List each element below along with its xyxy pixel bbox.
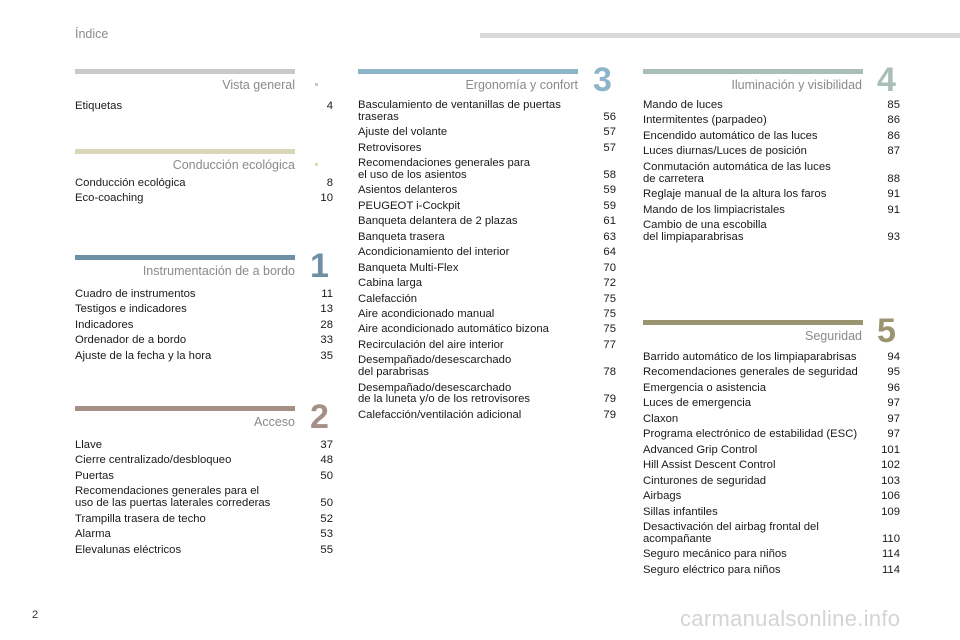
section-title: Vista general (222, 78, 295, 92)
toc-entry-page: 8 (326, 177, 333, 189)
toc-entry-page: 79 (603, 408, 616, 421)
toc-entry-title: Banqueta Multi-Flex (358, 261, 459, 274)
toc-entry[interactable] (643, 189, 900, 201)
toc-entry-page: 37 (320, 439, 333, 451)
toc-entry[interactable] (643, 162, 900, 185)
section-title: Acceso (254, 415, 295, 429)
section-title: Iluminación y visibilidad (731, 78, 862, 92)
toc-entry-title: Calefacción (358, 292, 418, 305)
toc-entry-page: 110 (881, 532, 900, 545)
toc-entry[interactable] (75, 335, 333, 347)
toc-entry-title: Cinturones de seguridad (643, 474, 767, 487)
toc-entries (643, 100, 900, 247)
section-number: 4 (877, 61, 896, 99)
toc-entry-page: 64 (603, 246, 616, 259)
toc-entry-page: 91 (887, 188, 900, 201)
toc-entry[interactable] (643, 445, 900, 457)
section-title: Ergonomía y confort (465, 78, 578, 92)
toc-entries (75, 101, 333, 116)
toc-entry[interactable] (75, 320, 333, 332)
toc-entry[interactable] (358, 309, 616, 321)
toc-entry-title: Trampilla trasera de techo (75, 512, 206, 525)
toc-entry[interactable] (643, 491, 900, 503)
section-color-bar (643, 320, 863, 325)
toc-entry-page: 109 (881, 505, 900, 518)
toc-entry[interactable] (643, 383, 900, 395)
toc-entry-page: 75 (603, 308, 616, 320)
toc-entry-title: Recomendaciones generales para el uso de los asientos (358, 157, 531, 181)
toc-entry-page: 114 (881, 548, 900, 561)
toc-entry-title: Retrovisores (358, 141, 422, 154)
section-seguridad (643, 312, 900, 590)
toc-entry[interactable] (75, 471, 333, 483)
toc-entry-page: 56 (603, 110, 616, 123)
toc-entry[interactable] (643, 429, 900, 441)
toc-entry-page: 13 (320, 303, 333, 316)
toc-entry-page: 93 (887, 230, 900, 243)
toc-entry[interactable] (358, 263, 616, 275)
toc-entry-title: Cuadro de instrumentos (75, 288, 196, 300)
toc-entries (75, 440, 333, 560)
toc-entry[interactable] (358, 185, 616, 197)
toc-entry-title: Conmutación automática de las luces de carretera (643, 160, 831, 185)
toc-entry-title: Desempañado/desescarchado del parabrisas (358, 354, 512, 379)
toc-entry[interactable] (643, 476, 900, 488)
toc-entry-page: 4 (326, 100, 333, 112)
section-color-bar (75, 149, 295, 154)
toc-entry-page: 75 (603, 323, 616, 336)
toc-entry[interactable] (358, 294, 616, 306)
toc-entry-page: 75 (603, 292, 616, 305)
toc-entry[interactable] (358, 158, 616, 181)
toc-entry-page: 87 (887, 145, 900, 158)
toc-entry-title: Recomendaciones generales de seguridad (643, 366, 858, 379)
toc-entry-title: Claxon (643, 412, 679, 425)
toc-entry-title: Acondicionamiento del interior (358, 246, 510, 259)
section-number: 2 (310, 398, 329, 436)
toc-entry-title: Calefacción/ventilación adicional (358, 408, 522, 421)
toc-entry-title: Asientos delanteros (358, 184, 458, 197)
toc-entry[interactable] (75, 529, 333, 541)
section-conduccion-ecologica (75, 149, 333, 229)
toc-entry[interactable] (643, 398, 900, 410)
toc-entry[interactable] (75, 455, 333, 467)
toc-entry-title: Banqueta delantera de 2 plazas (358, 215, 518, 228)
section-vista-general (75, 69, 333, 129)
section-color-bar (75, 69, 295, 74)
section-title: Instrumentación de a bordo (142, 264, 295, 278)
toc-entry-page: 106 (881, 490, 900, 503)
toc-entry-page: 59 (603, 184, 616, 197)
toc-entry-title: Eco-coaching (75, 192, 144, 205)
toc-entry-page: 97 (887, 428, 900, 441)
toc-entry[interactable] (75, 289, 333, 301)
toc-entry-title: Cierre centralizado/desbloqueo (75, 454, 232, 467)
toc-entry-title: Seguro eléctrico para niños (643, 563, 781, 576)
toc-entry[interactable] (643, 549, 900, 561)
toc-entry-page: 33 (320, 334, 333, 347)
section-color-bar (643, 69, 863, 74)
toc-entry[interactable] (358, 100, 616, 123)
toc-entry-page: 94 (887, 351, 900, 363)
toc-entry[interactable] (358, 247, 616, 259)
toc-entry-title: Barrido automático de los limpiaparabrisas (643, 351, 857, 363)
section-number: 1 (310, 247, 329, 285)
header-divider-bar (480, 33, 960, 38)
toc-entry-title: Hill Assist Descent Control (643, 459, 776, 472)
toc-entry[interactable] (358, 340, 616, 352)
toc-entry-title: Aire acondicionado automático bizona (358, 323, 549, 336)
toc-entry-page: 50 (320, 469, 333, 482)
toc-entry-page: 97 (887, 397, 900, 410)
toc-entry-title: Seguro mecánico para niños (643, 548, 787, 561)
watermark-text: carmanualsonline.info (680, 606, 901, 631)
section-color-bar (75, 255, 295, 260)
toc-entry[interactable] (358, 278, 616, 290)
toc-entry-page: 61 (603, 215, 616, 228)
toc-entry-page: 35 (320, 349, 333, 362)
toc-entry-title: Mando de los limpiacristales (643, 203, 785, 216)
toc-entry[interactable] (75, 351, 333, 363)
toc-entry-page: 59 (603, 199, 616, 212)
toc-entry-page: 86 (887, 114, 900, 127)
toc-entry-page: 85 (887, 99, 900, 111)
toc-entry-page: 57 (603, 141, 616, 154)
toc-entry-title: Encendido automático de las luces (643, 129, 818, 142)
toc-entry[interactable] (358, 383, 616, 406)
toc-entry-title: Ajuste del volante (358, 126, 448, 139)
section-title: Conducción ecológica (172, 158, 295, 172)
toc-entry-page: 78 (603, 366, 616, 379)
section-instrumentacion (75, 247, 333, 375)
toc-entry-title: Recirculación del aire interior (358, 338, 504, 351)
toc-entry[interactable] (643, 367, 900, 379)
toc-entry-page: 86 (887, 129, 900, 142)
toc-entry-title: Etiquetas (75, 100, 123, 112)
toc-entry[interactable] (643, 146, 900, 158)
toc-entry-title: Testigos e indicadores (75, 303, 187, 316)
toc-entry-title: Desactivación del airbag frontal del acompañante (643, 521, 819, 545)
toc-entry-title: Sillas infantiles (643, 505, 718, 518)
toc-entry[interactable] (358, 410, 616, 422)
toc-entry-page: 103 (881, 474, 900, 487)
toc-entry-title: Basculamiento de ventanillas de puertas traseras (358, 99, 561, 123)
toc-entry[interactable] (643, 522, 900, 545)
toc-entry-page: 63 (603, 230, 616, 243)
toc-entry[interactable] (358, 232, 616, 244)
toc-entry[interactable] (643, 507, 900, 519)
toc-entry-page: 96 (887, 381, 900, 394)
toc-entry-page: 10 (320, 192, 333, 205)
toc-entry[interactable] (643, 205, 900, 217)
section-iluminacion (643, 61, 900, 259)
toc-entry[interactable] (75, 101, 333, 113)
section-title: Seguridad (805, 329, 862, 343)
toc-entry-page: 97 (887, 412, 900, 425)
toc-entry-page: 48 (320, 454, 333, 467)
toc-entry-title: Advanced Grip Control (643, 443, 758, 456)
toc-entry-title: Aire acondicionado manual (358, 308, 495, 320)
toc-entry[interactable] (643, 460, 900, 472)
toc-entries (358, 100, 616, 425)
page-number: 2 (32, 609, 39, 621)
toc-entry-page: 53 (320, 528, 333, 541)
toc-entry-page: 28 (320, 318, 333, 331)
toc-entry[interactable] (643, 414, 900, 426)
toc-entry-title: Llave (75, 439, 103, 451)
page-header-title: Índice (75, 27, 109, 41)
toc-entry-page: 72 (603, 277, 616, 290)
toc-entry-page: 102 (881, 459, 900, 472)
toc-entry-page: 77 (603, 338, 616, 351)
toc-entry-page: 52 (320, 512, 333, 525)
toc-entries (75, 289, 333, 366)
toc-entry-page: 91 (887, 203, 900, 216)
toc-entry-title: Desempañado/desescarchado de la luneta y/o de los retrovisores (358, 381, 531, 406)
toc-entry-title: PEUGEOT i-Cockpit (358, 199, 461, 212)
toc-entry-title: Indicadores (75, 318, 134, 331)
toc-entry[interactable] (75, 545, 333, 557)
toc-entry[interactable] (75, 193, 333, 205)
toc-entry[interactable] (643, 100, 900, 112)
toc-entry-title: Programa electrónico de estabilidad (ESC) (643, 428, 858, 441)
toc-entry-page: 88 (887, 172, 900, 185)
toc-entry-title: Luces de emergencia (643, 397, 752, 410)
toc-entry-title: Cabina larga (358, 277, 423, 290)
toc-entry-title: Recomendaciones generales para el uso de las puertas laterales correderas (75, 485, 271, 510)
section-color-bar (75, 406, 295, 411)
section-ergonomia (358, 61, 616, 439)
toc-entry-page: 11 (321, 288, 333, 300)
toc-entry[interactable] (643, 131, 900, 143)
toc-entry-page: 57 (603, 126, 616, 139)
toc-entry[interactable] (75, 514, 333, 526)
toc-entry-page: 70 (603, 261, 616, 274)
toc-entry-title: Conducción ecológica (75, 177, 186, 189)
toc-entry-title: Ajuste de la fecha y la hora (75, 349, 212, 362)
toc-entry[interactable] (643, 115, 900, 127)
toc-entry[interactable] (358, 355, 616, 378)
section-acceso (75, 398, 333, 576)
section-marker-dot (315, 163, 318, 166)
toc-entry-title: Puertas (75, 469, 114, 482)
section-marker-dot (315, 83, 318, 86)
toc-entry-title: Ordenador de a bordo (75, 334, 187, 347)
toc-entry-page: 95 (887, 366, 900, 379)
toc-entry-page: 79 (603, 393, 616, 406)
toc-entries (643, 352, 900, 580)
toc-entry-title: Cambio de una escobilla del limpiaparabrisas (643, 218, 767, 243)
toc-entry[interactable] (358, 324, 616, 336)
toc-entry[interactable] (75, 486, 333, 509)
toc-entry[interactable] (358, 143, 616, 155)
toc-entry-title: Emergencia o asistencia (643, 381, 767, 394)
toc-entry[interactable] (75, 304, 333, 316)
toc-entry[interactable] (358, 127, 616, 139)
toc-entry-title: Banqueta trasera (358, 230, 445, 243)
toc-entry-title: Airbags (643, 490, 682, 503)
toc-entry[interactable] (358, 201, 616, 213)
toc-entry[interactable] (643, 352, 900, 364)
toc-entry-title: Alarma (75, 528, 111, 541)
toc-entry-page: 50 (320, 497, 333, 510)
toc-entries (75, 178, 333, 209)
toc-entry-title: Luces diurnas/Luces de posición (643, 145, 807, 158)
section-number: 3 (593, 61, 612, 99)
toc-entry[interactable] (75, 178, 333, 190)
toc-entry[interactable] (643, 565, 900, 577)
toc-entry-page: 114 (881, 563, 900, 576)
toc-entry[interactable] (643, 220, 900, 243)
toc-entry-page: 55 (320, 543, 333, 556)
toc-entry-title: Reglaje manual de la altura los faros (643, 188, 827, 201)
toc-entry-page: 58 (603, 168, 616, 181)
section-color-bar (358, 69, 578, 74)
toc-entry[interactable] (358, 216, 616, 228)
toc-entry-title: Elevalunas eléctricos (75, 543, 182, 556)
toc-entry[interactable] (75, 440, 333, 452)
section-number: 5 (877, 312, 896, 350)
toc-entry-title: Mando de luces (643, 99, 723, 111)
toc-entry-title: Intermitentes (parpadeo) (643, 114, 767, 127)
toc-entry-page: 101 (881, 443, 900, 456)
